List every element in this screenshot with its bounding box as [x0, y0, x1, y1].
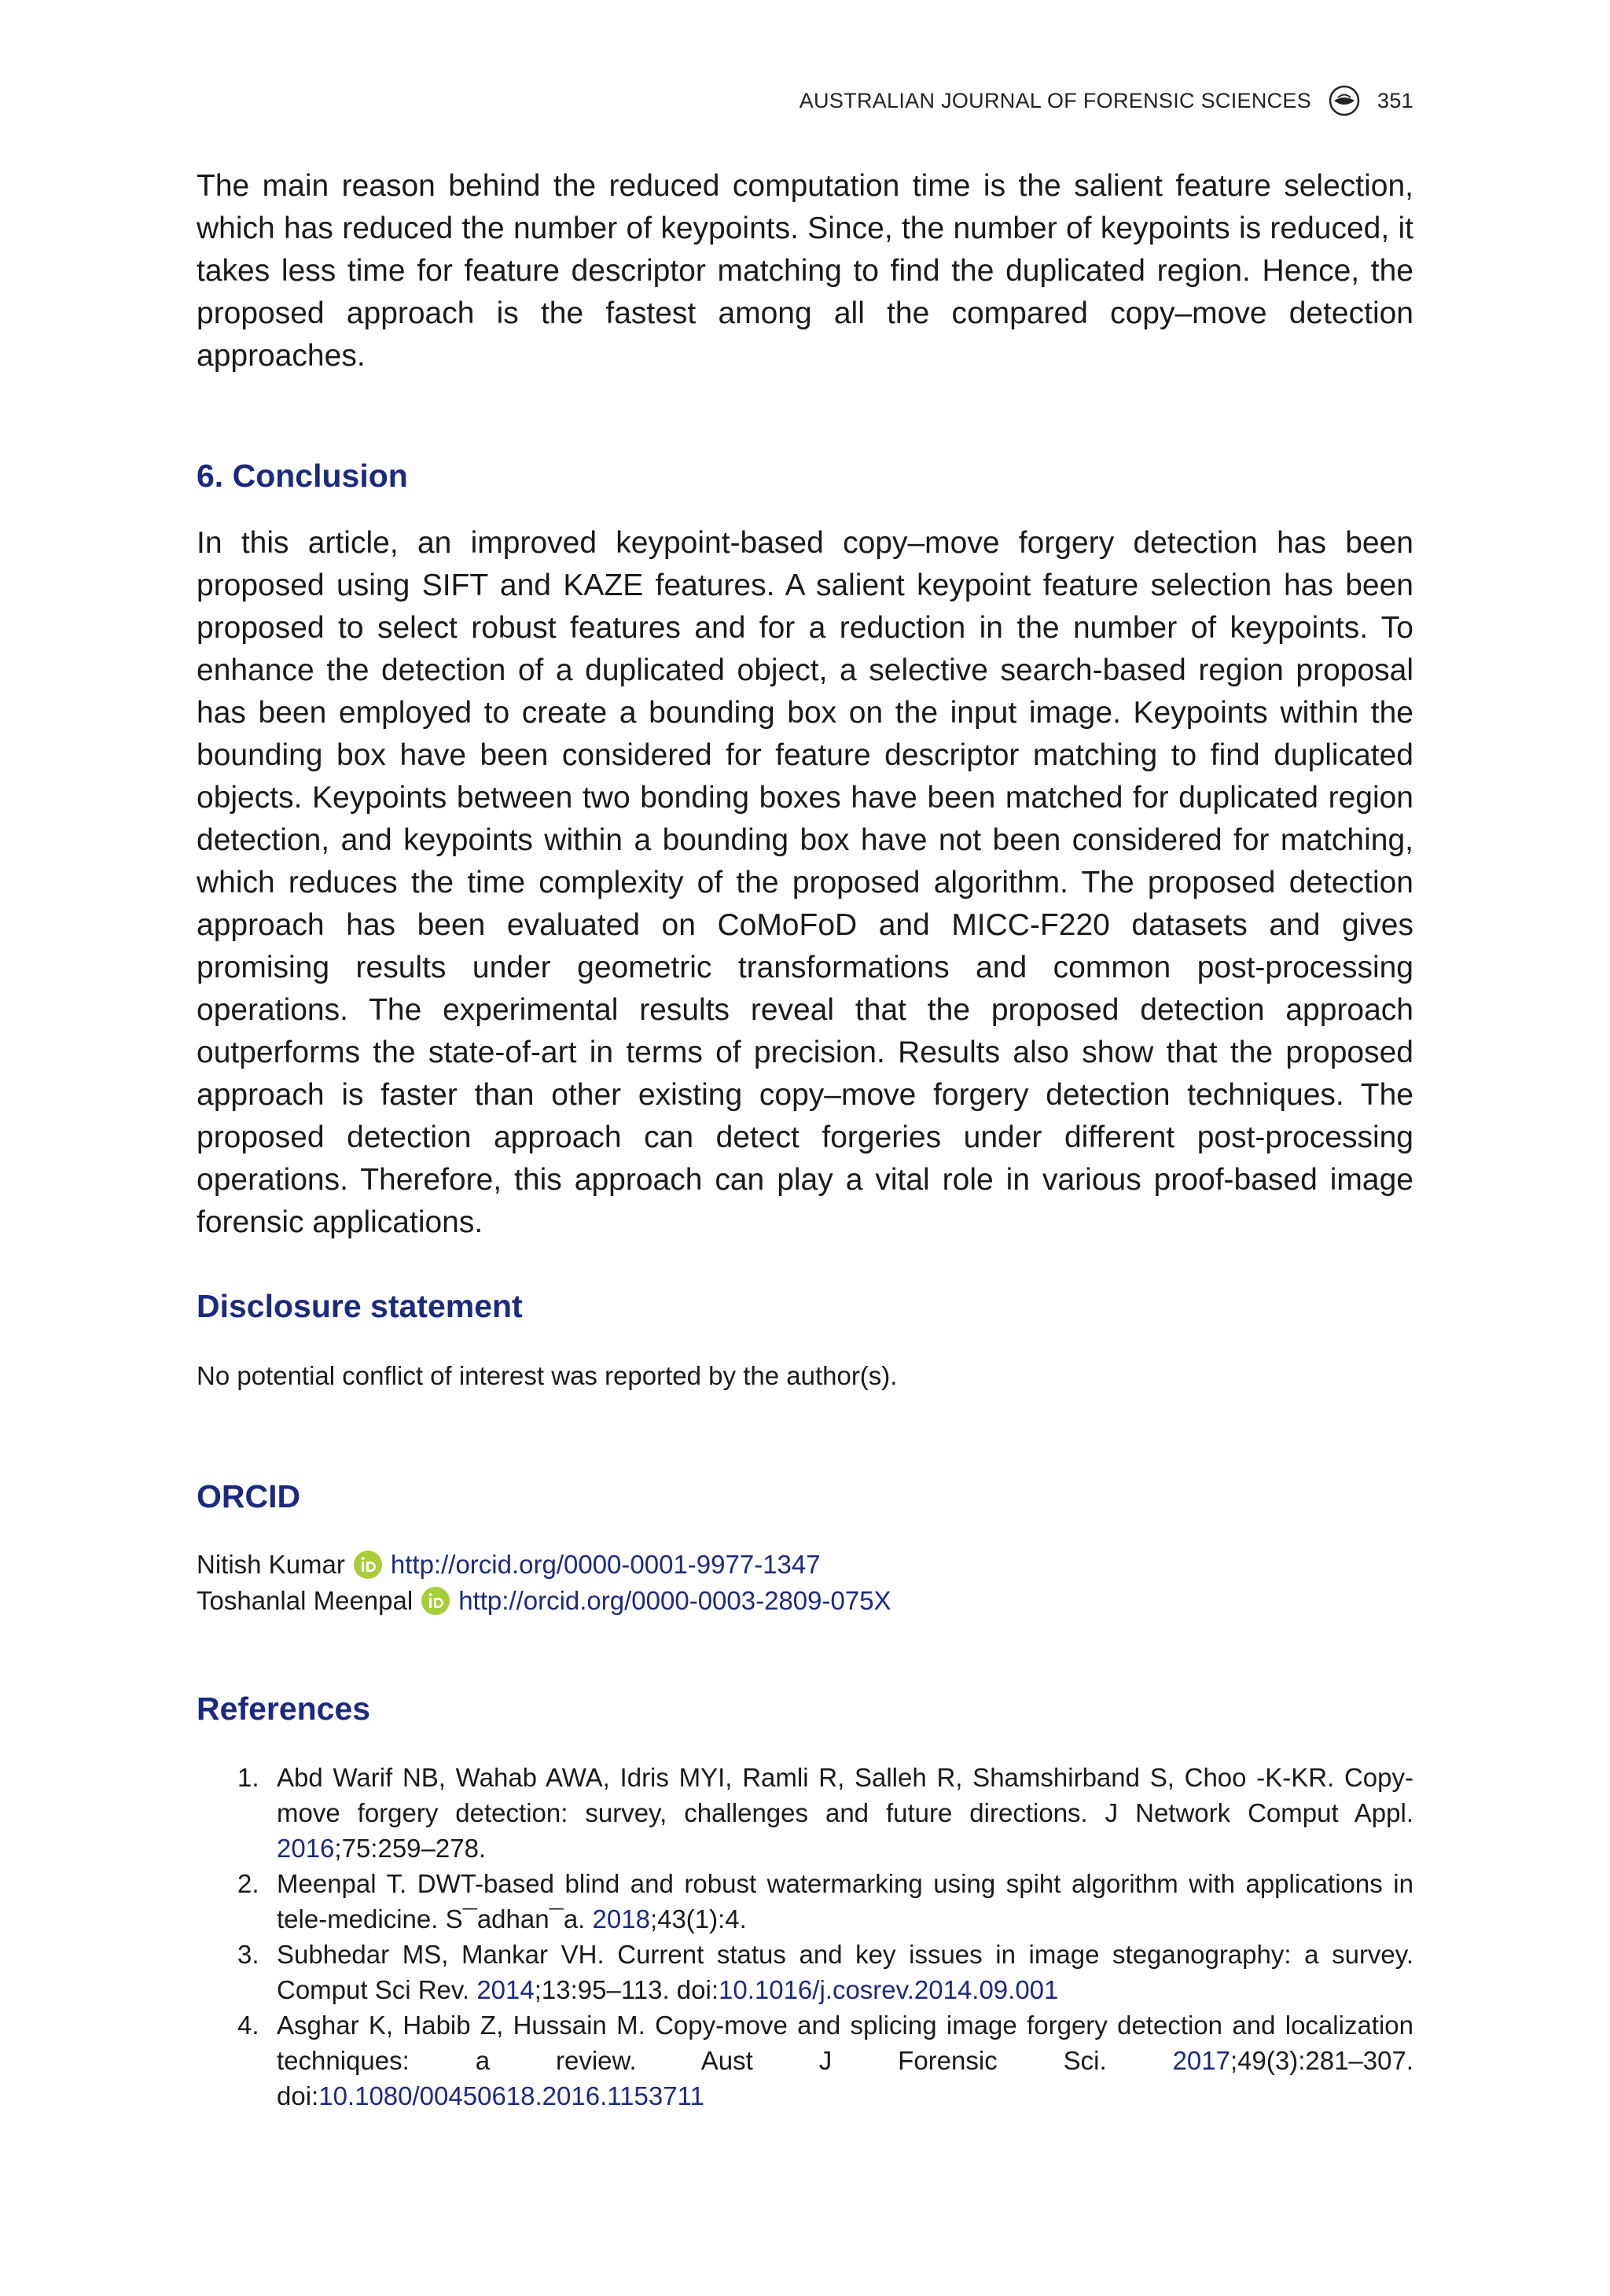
intro-paragraph: The main reason behind the reduced computation time is the salient feature selection, which has reduced the number of keypoints. Since, the number of keypoints is reduced, it takes less time for feature descriptor matching to find the duplicated region. Hence, the proposed approach is the fastest among all the compared copy–move detection approaches. — [197, 169, 1413, 373]
reference-text: Meenpal T. DWT-based blind and robust watermarking using spiht algorithm with applications in tele-medicine. S¯adhan¯a. — [277, 1869, 1413, 1934]
reference-item — [197, 1760, 1413, 1866]
reference-year-link[interactable]: 2016 — [277, 1834, 335, 1863]
orcid-entry — [197, 1583, 891, 1619]
orcid-link[interactable]: http://orcid.org/0000-0003-2809-075X — [458, 1586, 891, 1615]
references-heading: References — [197, 1691, 371, 1727]
reference-number: 1. — [237, 1763, 259, 1792]
reference-details: ;75:259–278. — [334, 1834, 487, 1863]
reference-item — [197, 1937, 1413, 2007]
conclusion-heading: 6. Conclusion — [197, 458, 408, 494]
reference-list — [197, 1760, 1413, 2114]
disclosure-text: No potential conflict of interest was reported by the author(s). — [197, 1361, 898, 1390]
author-name: Toshanlal Meenpal — [197, 1586, 414, 1615]
orcid-entry — [197, 1547, 821, 1583]
reference-number: 2. — [237, 1869, 259, 1898]
journal-logo-icon — [1329, 85, 1360, 116]
disclosure-heading: Disclosure statement — [197, 1288, 523, 1324]
reference-item — [197, 2007, 1413, 2114]
conclusion-paragraph: In this article, an improved keypoint-based copy–move forgery detection has been proposed using SIFT and KAZE features. A salient keypoint feature selection has been proposed to select robust features and for a reduction in the number of keypoints. To enhance the detection of a duplicated object, a selective search-based region proposal has been employed to create a bounding box on the input image. Keypoints within the bounding box have been considered for feature descriptor matching to find duplicated objects. Keypoints between two bonding boxes have been matched for duplicated region detection, and keypoints within a bounding box have not been considered for matching, which reduces the time complexity of the proposed algorithm. The proposed detection approach has been evaluated on CoMoFoD and MICC-F220 datasets and gives promising results under geometric transformations and common post-processing operations. The experimental results reveal that the proposed detection approach outperforms the state-of-art in terms of precision. Results also show that the proposed approach is faster than other existing copy–move forgery detection techniques. The proposed detection approach can detect forgeries under different post-processing operations. Therefore, this approach can play a vital role in various proof-based image forensic applications. — [197, 526, 1413, 1239]
reference-number: 4. — [237, 2011, 259, 2040]
orcid-link[interactable]: http://orcid.org/0000-0001-9977-1347 — [390, 1550, 821, 1579]
reference-year-link[interactable]: 2014 — [476, 1975, 535, 2004]
reference-text: Subhedar MS, Mankar VH. Current status and key issues in image steganography: a survey. Comput Sci Rev. — [277, 1940, 1413, 2004]
journal-title: AUSTRALIAN JOURNAL OF FORENSIC SCIENCES — [799, 88, 1312, 112]
reference-details: ;43(1):4. — [649, 1904, 747, 1934]
orcid-icon[interactable] — [421, 1586, 450, 1616]
reference-details: ;49(3):281–307. doi: — [277, 2046, 1413, 2110]
author-name: Nitish Kumar — [197, 1550, 345, 1579]
reference-doi-link[interactable]: 10.1016/j.cosrev.2014.09.001 — [719, 1975, 1059, 2004]
reference-year-link[interactable]: 2018 — [592, 1904, 650, 1934]
reference-number: 3. — [237, 1940, 259, 1969]
reference-year-link[interactable]: 2017 — [1172, 2046, 1230, 2075]
reference-item — [197, 1866, 1413, 1937]
running-head — [799, 85, 1413, 116]
reference-text: Asghar K, Habib Z, Hussain M. Copy-move and splicing image forgery detection and localization techniques: a review. Aust J Forensic Sci. — [277, 2011, 1413, 2075]
reference-text: Abd Warif NB, Wahab AWA, Idris MYI, Ramli R, Salleh R, Shamshirband S, Choo -K-KR. Copy-move forgery detection: survey, challenges and future directions. J Network Comput Appl. — [277, 1763, 1413, 1827]
orcid-icon[interactable] — [353, 1550, 383, 1580]
reference-doi-link[interactable]: 10.1080/00450618.2016.1153711 — [318, 2081, 704, 2110]
page-number: 351 — [1377, 88, 1413, 112]
orcid-heading: ORCID — [197, 1478, 301, 1514]
reference-details: ;13:95–113. doi: — [534, 1975, 719, 2004]
